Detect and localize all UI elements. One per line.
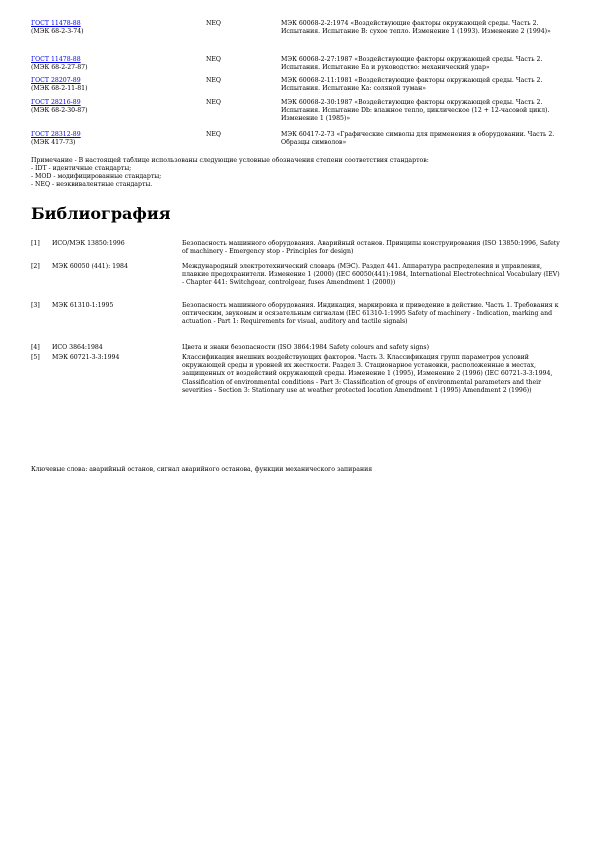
entry-number: [3]: [31, 302, 40, 309]
standard-title: МЭК 60068-2-2:1974 «Воздействующие факторы окружающей среды. Часть 2. Испытания. Испытание В: сухое тепло. Изменение 1 (1993). Изменение 2 (1994)»: [281, 20, 551, 36]
gost-cell: [31, 131, 201, 147]
gost-cell: [31, 77, 201, 93]
entry-text: Безопасность машинного оборудования. Аварийный останов. Принципы конструирования (ISO 13850:1996, Safety of machinery - Emergency stop - Principles for design): [182, 240, 560, 256]
entry-number: [1]: [31, 240, 40, 247]
iec-reference: (МЭК 68-2-30-87): [31, 107, 88, 115]
degree-cell: NEQ: [206, 56, 222, 63]
note-item: - MOD - модифицированные стандарты;: [31, 173, 162, 180]
iec-reference: (МЭК 68-2-11-81): [31, 85, 88, 93]
note-intro: Примечание - В настоящей таблице использованы следующие условные обозначения степени соответствия стандартов:: [31, 157, 429, 164]
gost-link[interactable]: ГОСТ 11478-88: [31, 56, 81, 63]
iec-reference: (МЭК 417-73): [31, 139, 76, 147]
iec-reference: (МЭК 68-2-27-87): [31, 64, 88, 72]
entry-text: Цвета и знаки безопасности (ISO 3864:1984 Safety colours and safety signs): [182, 344, 429, 351]
standard-title: МЭК 60068-2-30:1987 «Воздействующие факторы окружающей среды. Часть 2. Испытания. Испытание Db: влажное тепло, циклическое (12 + 12-часовой цикл). Изменение 1 (1985)»: [281, 99, 550, 123]
degree-cell: NEQ: [206, 77, 222, 84]
entry-text: Международный электротехнический словарь (МЭС). Раздел 441. Аппаратура распределения и управления, плавкие предохранители. Изменение 1 (2000) (IEC 60050(441):1984, International Electrotechnical Vocabulary (IEV) - Chapter 441: Switchgear, controlgear, fuses Amendment 1 (2000)): [182, 263, 560, 287]
degree-cell: NEQ: [206, 99, 222, 106]
note-item: - NEQ - неэквивалентные стандарты.: [31, 181, 153, 188]
degree-cell: NEQ: [206, 20, 222, 27]
note-item: - IDT - идентичные стандарты;: [31, 165, 132, 172]
gost-cell: [31, 99, 201, 115]
gost-link[interactable]: ГОСТ 28312-89: [31, 131, 81, 138]
iec-reference: (МЭК 68-2-3-74): [31, 28, 84, 36]
keywords-line: Ключевые слова: аварийный останов, сигнал аварийного останова, функции механического запирания: [31, 466, 373, 473]
entry-document: МЭК 60721-3-3:1994: [52, 354, 120, 361]
entry-number: [5]: [31, 354, 40, 361]
standard-title: МЭК 60417-2-73 «Графические символы для применения в оборудовании. Часть 2. Образцы символов»: [281, 131, 555, 147]
entry-number: [2]: [31, 263, 40, 270]
entry-document: ИСО/МЭК 13850:1996: [52, 240, 125, 247]
standard-title: МЭК 60068-2-27:1987 «Воздействующие факторы окружающей среды. Часть 2. Испытания. Испытание Еа и руководство: механический удар»: [281, 56, 543, 72]
gost-cell: [31, 20, 201, 36]
table-note: [31, 157, 571, 189]
entry-document: МЭК 60050 (441): 1984: [52, 263, 128, 270]
bibliography-heading: Библиография: [31, 204, 171, 223]
entry-number: [4]: [31, 344, 40, 351]
gost-link[interactable]: ГОСТ 28216-89: [31, 99, 81, 106]
standard-title: МЭК 60068-2-11:1981 «Воздействующие факторы окружающей среды. Часть 2. Испытания. Испытание Ка: соляной туман»: [281, 77, 543, 93]
gost-link[interactable]: ГОСТ 28207-89: [31, 77, 81, 84]
entry-text: Классификация внешних воздействующих факторов. Часть 3. Классификация групп параметров условий окружающей среды и уровней их жесткости. Раздел 3. Стационарное установки, расположенные в местах, защищенных от воздействий окружающей среды. Изменение 1 (1995), Изменение 2 (1996) (IEC 60721-3-3:1994, Classification of environmental conditions - Part 3: Classification of groups of environmental parameters and their severities - Section 3: Stationary use at weather protected location Amendment 1 (1995) Amendment 2 (1996)): [182, 354, 553, 394]
degree-cell: NEQ: [206, 131, 222, 138]
gost-cell: [31, 56, 201, 72]
entry-document: МЭК 61310-1:1995: [52, 302, 114, 309]
entry-text: Безопасность машинного оборудования. Индикация, маркировка и приведение в действие. Часть 1. Требования к оптическим, звуковым и осязательным сигналам (IEC 61310-1:1995 Safety of machinery - Indication, marking and actuation - Part 1: Requirements for visual, auditory and tactile signals): [182, 302, 559, 326]
entry-document: ИСО 3864:1984: [52, 344, 103, 351]
gost-link[interactable]: ГОСТ 11478-88: [31, 20, 81, 27]
